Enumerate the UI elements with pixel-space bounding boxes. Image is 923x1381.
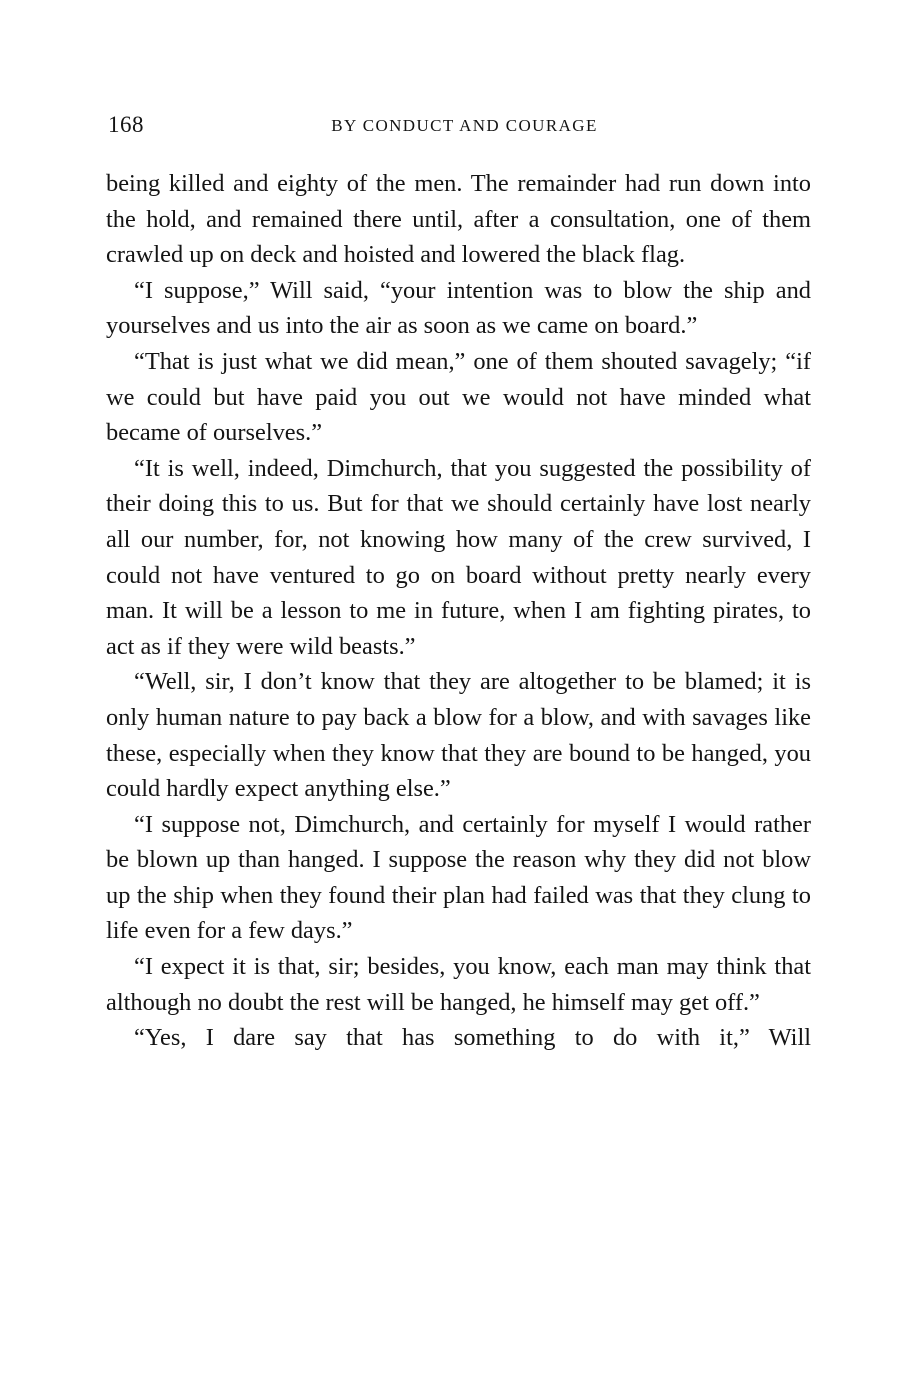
paragraph: “I suppose,” Will said, “your intention was to blow the ship and yourselves and us into the air as soon as we came on board.” <box>106 276 811 340</box>
paragraph: “It is well, indeed, Dimchurch, that you suggested the possibility of their doing this to us. But for that we should certainly have lost nearly all our number, for, not knowing how many of the crew survived, I could not have ventured to go on board without pretty nearly every man. It will be a lesson to me in future, when I am fighting pirates, to act as if they were wild beasts.” <box>106 454 811 660</box>
book-page <box>106 112 811 1056</box>
body-text <box>106 166 811 1056</box>
paragraph: “I suppose not, Dimchurch, and certainly for myself I would rather be blown up than hanged. I suppose the reason why they did not blow up the ship when they found their plan had failed was that they clung to life even for a few days.” <box>106 810 811 945</box>
paragraph: “I expect it is that, sir; besides, you know, each man may think that although no doubt the rest will be hanged, he himself may get off.” <box>106 953 811 1016</box>
paragraph: “That is just what we did mean,” one of them shouted savagely; “if we could but have paid you out we would not have minded what became of ourselves.” <box>106 347 811 447</box>
running-head <box>106 112 811 142</box>
paragraph-continues: “Yes, I dare say that has something to do with it,” Will <box>134 1024 811 1052</box>
paragraph-continuation: being killed and eighty of the men. The remainder had run down into the hold, and remained there until, after a consultation, one of them crawled up on deck and hoisted and lowered the black flag. <box>106 170 811 269</box>
paragraph: “Well, sir, I don’t know that they are altogether to be blamed; it is only human nature to pay back a blow for a blow, and with savages like these, especially when they know that they are bound to be hanged, you could hardly expect anything else.” <box>106 668 811 803</box>
page-number: 168 <box>108 112 144 137</box>
book-title: BY CONDUCT AND COURAGE <box>331 116 598 135</box>
